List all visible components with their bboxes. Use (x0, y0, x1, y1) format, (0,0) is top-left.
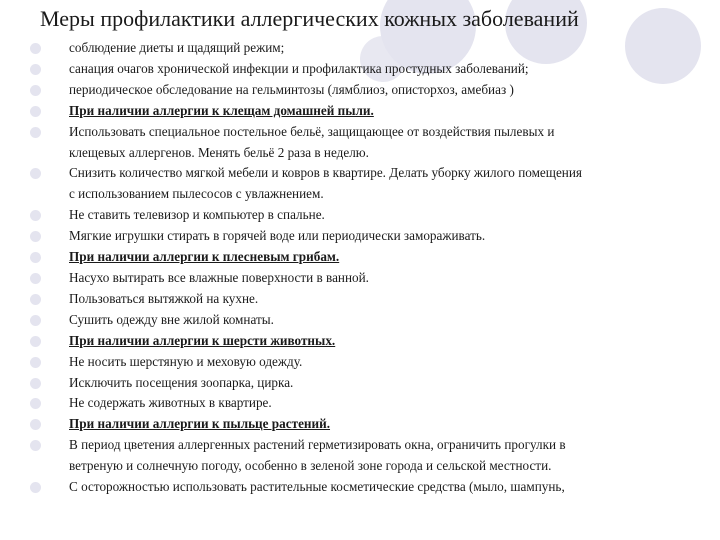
bullet-icon (30, 127, 41, 138)
list-item (30, 289, 718, 310)
list-item-text: Не содержать животных в квартире. (69, 395, 272, 411)
list-item (30, 352, 718, 373)
list-item-text: Не носить шерстяную и меховую одежду. (69, 353, 303, 369)
list-item (30, 331, 718, 352)
list-item (30, 101, 718, 122)
bullet-icon (30, 210, 41, 221)
list-item-text-continued: с использованием пылесосов с увлажнением. (69, 186, 324, 202)
bullet-icon (30, 252, 41, 263)
list-item-text: При наличии аллергии к шерсти животных. (69, 332, 336, 348)
list-item-text: Пользоваться вытяжкой на кухне. (69, 290, 259, 306)
list-item-text: При наличии аллергии к пыльце растений. (69, 416, 331, 432)
list-item-text: Не ставить телевизор и компьютер в спальне. (69, 207, 325, 223)
list-item-text-continued: клещевых аллергенов. Менять бельё 2 раза в неделю. (69, 144, 369, 160)
bullet-icon (30, 357, 41, 368)
bullet-icon (30, 398, 41, 409)
bullet-icon (30, 273, 41, 284)
list-item (30, 80, 718, 101)
list-item-text: При наличии аллергии к клещам домашней пыли. (69, 102, 374, 118)
list-item (30, 435, 718, 477)
list-item (30, 477, 718, 498)
list-item (30, 163, 718, 205)
bullet-icon (30, 106, 41, 117)
list-item-text: Использовать специальное постельное бельё, защищающее от воздействия пылевых и (69, 123, 555, 139)
list-item (30, 414, 718, 435)
list-item (30, 247, 718, 268)
bullet-icon (30, 378, 41, 389)
list-item-text: соблюдение диеты и щадящий режим; (69, 40, 285, 55)
list-item-text: периодическое обследование на гельминтозы (лямблиоз, описторхоз, амебиаз ) (69, 81, 514, 97)
list-item (30, 59, 718, 80)
list-item-text: санация очагов хронической инфекции и профилактика простудных заболеваний; (69, 60, 529, 76)
list-item-text: С осторожностью использовать растительные косметические средства (мыло, шампунь, (69, 479, 565, 495)
list-item-text-continued: ветреную и солнечную погоду, особенно в зеленой зоне города и сельской местности. (69, 458, 552, 474)
bullet-icon (30, 43, 41, 54)
bullet-icon (30, 231, 41, 242)
bullet-icon (30, 315, 41, 326)
bullet-icon (30, 336, 41, 347)
list-item (30, 373, 718, 394)
list-item-text: При наличии аллергии к плесневым грибам. (69, 249, 340, 265)
bullet-icon (30, 482, 41, 493)
list-item-text: В период цветения аллергенных растений герметизировать окна, ограничить прогулки в (69, 437, 566, 453)
bullet-icon (30, 440, 41, 451)
list-item-text: Снизить количество мягкой мебели и ковров в квартире. Делать уборку жилого помещения (69, 165, 582, 181)
prevention-list (30, 38, 718, 498)
bullet-icon (30, 419, 41, 430)
bullet-icon (30, 64, 41, 75)
list-item (30, 393, 718, 414)
bullet-icon (30, 294, 41, 305)
list-item (30, 122, 718, 164)
list-item-text: Сушить одежду вне жилой комнаты. (69, 311, 274, 327)
list-item-text: Насухо вытирать все влажные поверхности в ванной. (69, 269, 369, 285)
bullet-icon (30, 168, 41, 179)
list-item-text: Исключить посещения зоопарка, цирка. (69, 374, 294, 390)
bullet-icon (30, 85, 41, 96)
list-item (30, 226, 718, 247)
list-item (30, 310, 718, 331)
list-item (30, 38, 718, 59)
page-title: Меры профилактики аллергических кожных заболеваний (40, 6, 579, 31)
list-item (30, 205, 718, 226)
list-item (30, 268, 718, 289)
list-item-text: Мягкие игрушки стирать в горячей воде или периодически замораживать. (69, 228, 486, 244)
